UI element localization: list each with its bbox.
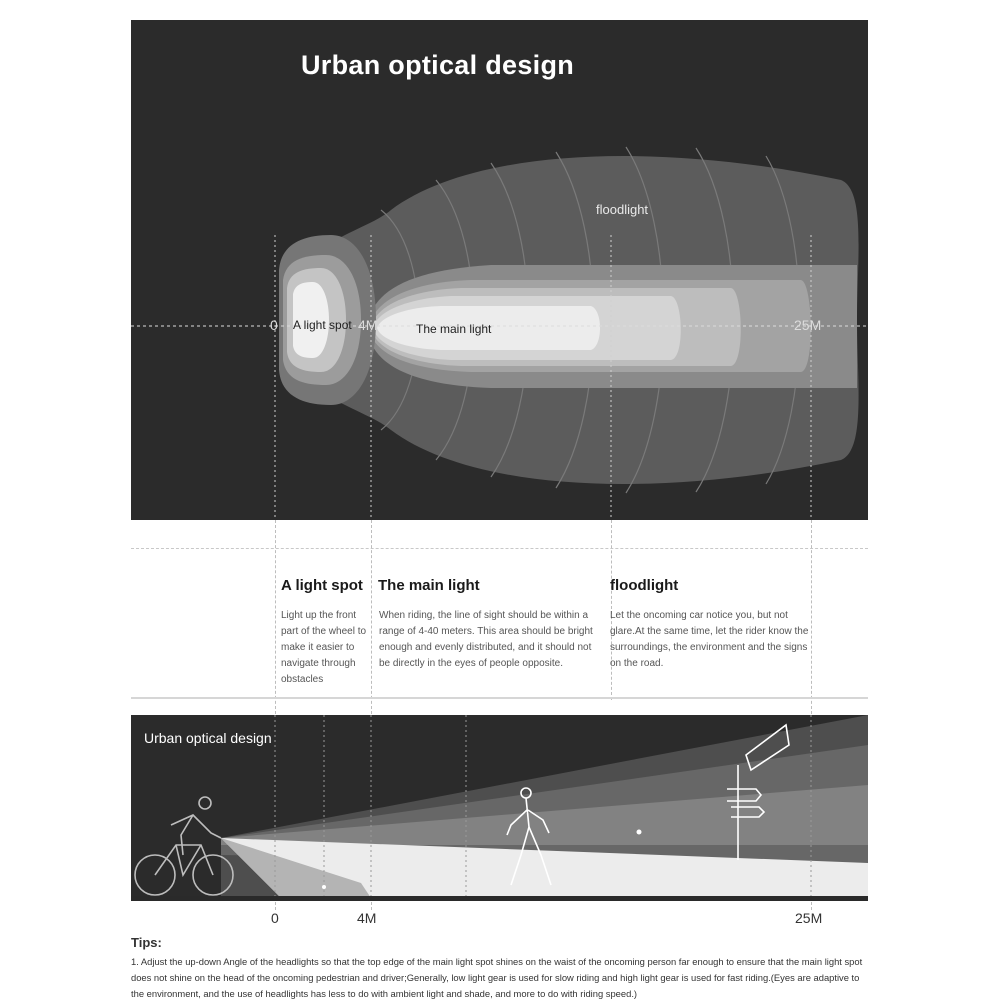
scene-axis-label-0: 0: [271, 910, 279, 926]
section-text-floodlight: Let the oncoming car notice you, but not glare.At the same time, let the rider know the surroundings, the environment and the signs on the road.: [610, 610, 809, 669]
axis-label-25m: 25M: [794, 317, 822, 333]
distant-light-dot: [637, 830, 642, 835]
floodlight-label: floodlight: [596, 202, 649, 217]
divider-dashed: [131, 548, 868, 549]
section-text-light-spot: Light up the front part of the wheel to make it easier to navigate through obstacles: [281, 610, 367, 685]
riding-scene: [131, 715, 868, 898]
section-title-floodlight: floodlight: [610, 577, 679, 594]
main-light-label: The main light: [416, 322, 492, 336]
section-separator: [131, 697, 868, 699]
tips-text: 1. Adjust the up-down Angle of the headlights so that the top edge of the main light spot shines on the waist of the oncoming person far enough to ensure that the main light spot does not shine on the head of the oncoming pedestrian and driver;Generally, low light gear is used for slow riding and high light gear is used for fast riding.(Eyes are adaptive to the environment, and the use of headlights has less to do with ambient light and shade, and more to do with riding speed.): [131, 956, 863, 999]
axis-label-4m: 4M: [358, 317, 378, 333]
light-spot-label: A light spot: [293, 318, 352, 332]
beam-diagram-panel: [131, 20, 868, 520]
ground-line: [131, 896, 868, 901]
page-title: Urban optical design: [301, 50, 575, 80]
tips-title: Tips:: [131, 935, 162, 950]
section-text-main-light: When riding, the line of sight should be within a range of 4-40 meters. This area should be bright enough and evenly distributed, and it should not be directly in the eyes of people opposite.: [379, 610, 593, 669]
section-title-light-spot: A light spot: [281, 577, 363, 594]
cyclist-figure: [135, 797, 233, 895]
beam-diagram: [131, 20, 868, 520]
scene-axis-label-25m: 25M: [795, 910, 823, 926]
scene-axis-label-4m: 4M: [357, 910, 377, 926]
scene-title: Urban optical design: [144, 730, 272, 746]
axis-label-0: 0: [270, 317, 278, 333]
section-title-main-light: The main light: [378, 577, 480, 594]
